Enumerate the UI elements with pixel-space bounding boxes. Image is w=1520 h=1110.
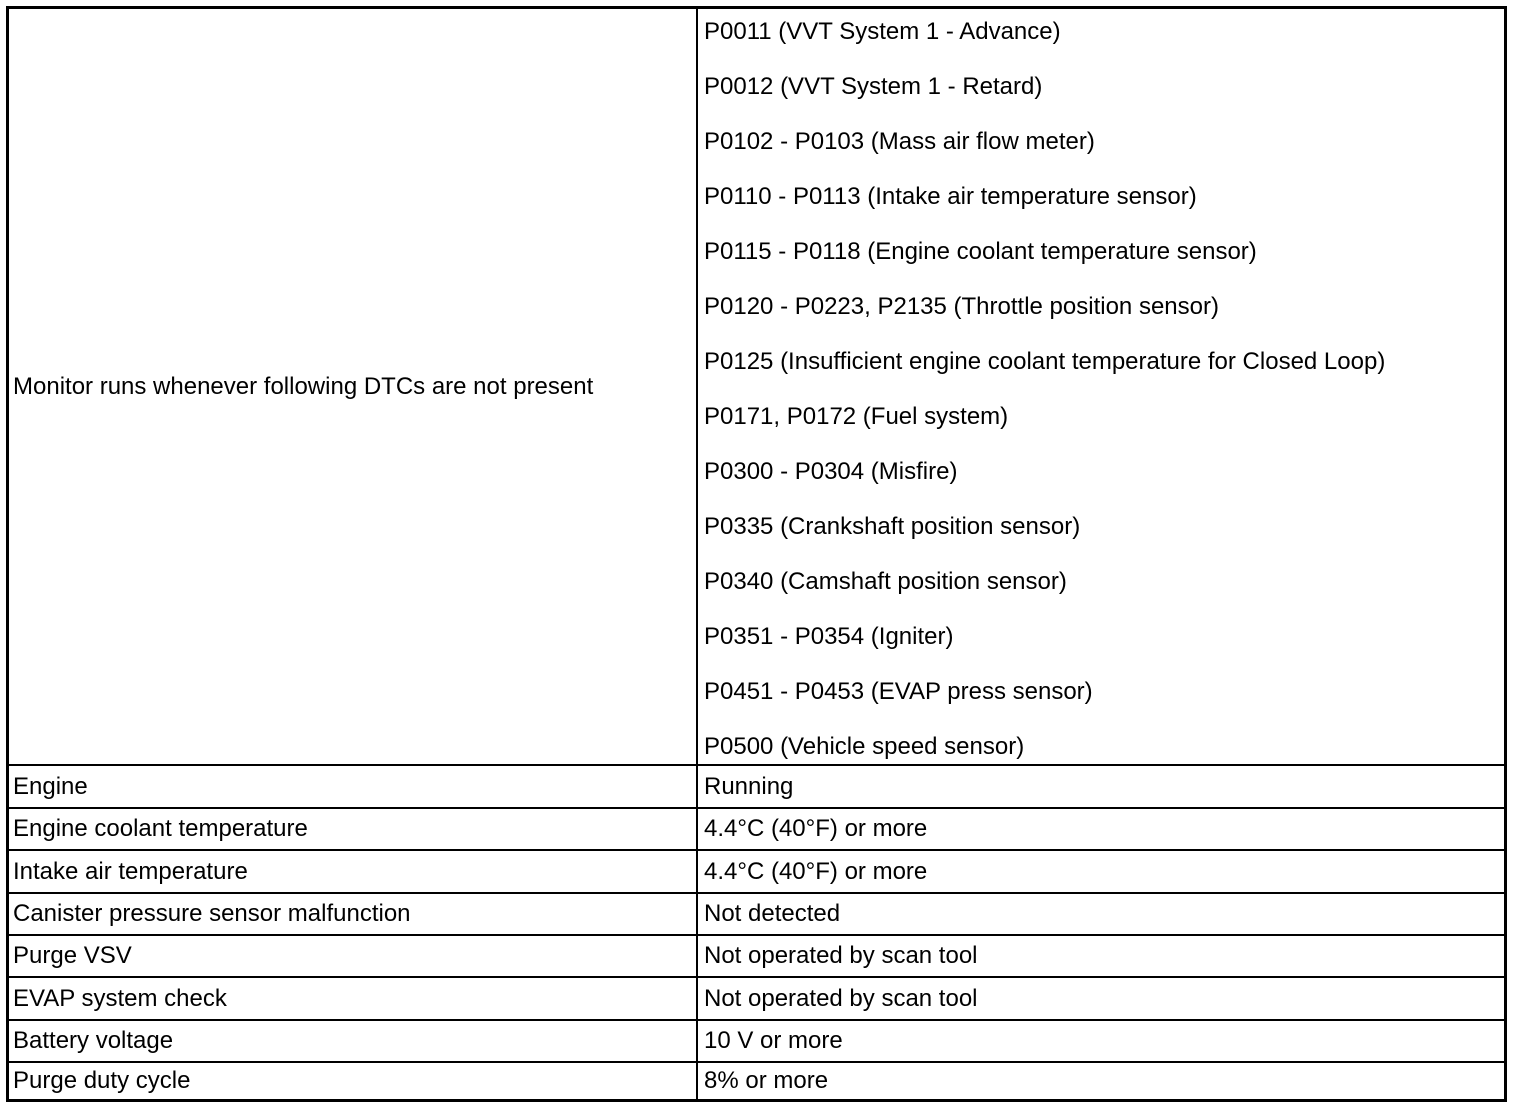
dtc-item: P0012 (VVT System 1 - Retard) bbox=[704, 72, 1043, 100]
dtc-item: P0300 - P0304 (Misfire) bbox=[704, 457, 958, 485]
condition-value: Not detected bbox=[704, 900, 841, 927]
condition-label: Battery voltage bbox=[9, 1021, 698, 1061]
dtc-condition-label: Monitor runs whenever following DTCs are not present bbox=[9, 9, 698, 764]
condition-value: 10 V or more bbox=[704, 1027, 843, 1054]
condition-label: Intake air temperature bbox=[9, 851, 698, 892]
table-row-dtc bbox=[9, 9, 1504, 766]
condition-label: EVAP system check bbox=[9, 978, 698, 1019]
condition-value: Not operated by scan tool bbox=[704, 942, 978, 969]
dtc-item: P0011 (VVT System 1 - Advance) bbox=[704, 17, 1061, 45]
condition-value: 4.4°C (40°F) or more bbox=[704, 815, 928, 842]
table-row bbox=[9, 1021, 1504, 1063]
condition-label: Purge VSV bbox=[9, 936, 698, 976]
dtc-item: P0335 (Crankshaft position sensor) bbox=[704, 512, 1081, 540]
dtc-item: P0340 (Camshaft position sensor) bbox=[704, 567, 1067, 595]
table-row bbox=[9, 978, 1504, 1021]
condition-value: 4.4°C (40°F) or more bbox=[704, 857, 928, 885]
dtc-item: P0500 (Vehicle speed sensor) bbox=[704, 732, 1025, 760]
conditions-table bbox=[6, 6, 1507, 1102]
dtc-item: P0451 - P0453 (EVAP press sensor) bbox=[704, 677, 1093, 705]
dtc-item: P0120 - P0223, P2135 (Throttle position sensor) bbox=[704, 292, 1219, 320]
dtc-list bbox=[698, 9, 1504, 764]
table-row bbox=[9, 894, 1504, 936]
dtc-item: P0115 - P0118 (Engine coolant temperature sensor) bbox=[704, 237, 1257, 265]
table-row bbox=[9, 809, 1504, 851]
condition-value: 8% or more bbox=[704, 1067, 829, 1094]
condition-value: Running bbox=[704, 772, 794, 800]
table-row bbox=[9, 936, 1504, 978]
condition-label: Engine bbox=[9, 766, 698, 807]
condition-label: Engine coolant temperature bbox=[9, 809, 698, 849]
condition-value: Not operated by scan tool bbox=[704, 984, 978, 1012]
table-row bbox=[9, 1063, 1504, 1099]
dtc-item: P0171, P0172 (Fuel system) bbox=[704, 402, 1009, 430]
dtc-item: P0351 - P0354 (Igniter) bbox=[704, 622, 954, 650]
dtc-item: P0110 - P0113 (Intake air temperature sensor) bbox=[704, 182, 1197, 210]
dtc-item: P0125 (Insufficient engine coolant temperature for Closed Loop) bbox=[704, 347, 1386, 375]
table-row bbox=[9, 851, 1504, 894]
condition-label: Canister pressure sensor malfunction bbox=[9, 894, 698, 934]
dtc-item: P0102 - P0103 (Mass air flow meter) bbox=[704, 127, 1095, 155]
condition-label: Purge duty cycle bbox=[9, 1063, 698, 1099]
table-row bbox=[9, 766, 1504, 809]
